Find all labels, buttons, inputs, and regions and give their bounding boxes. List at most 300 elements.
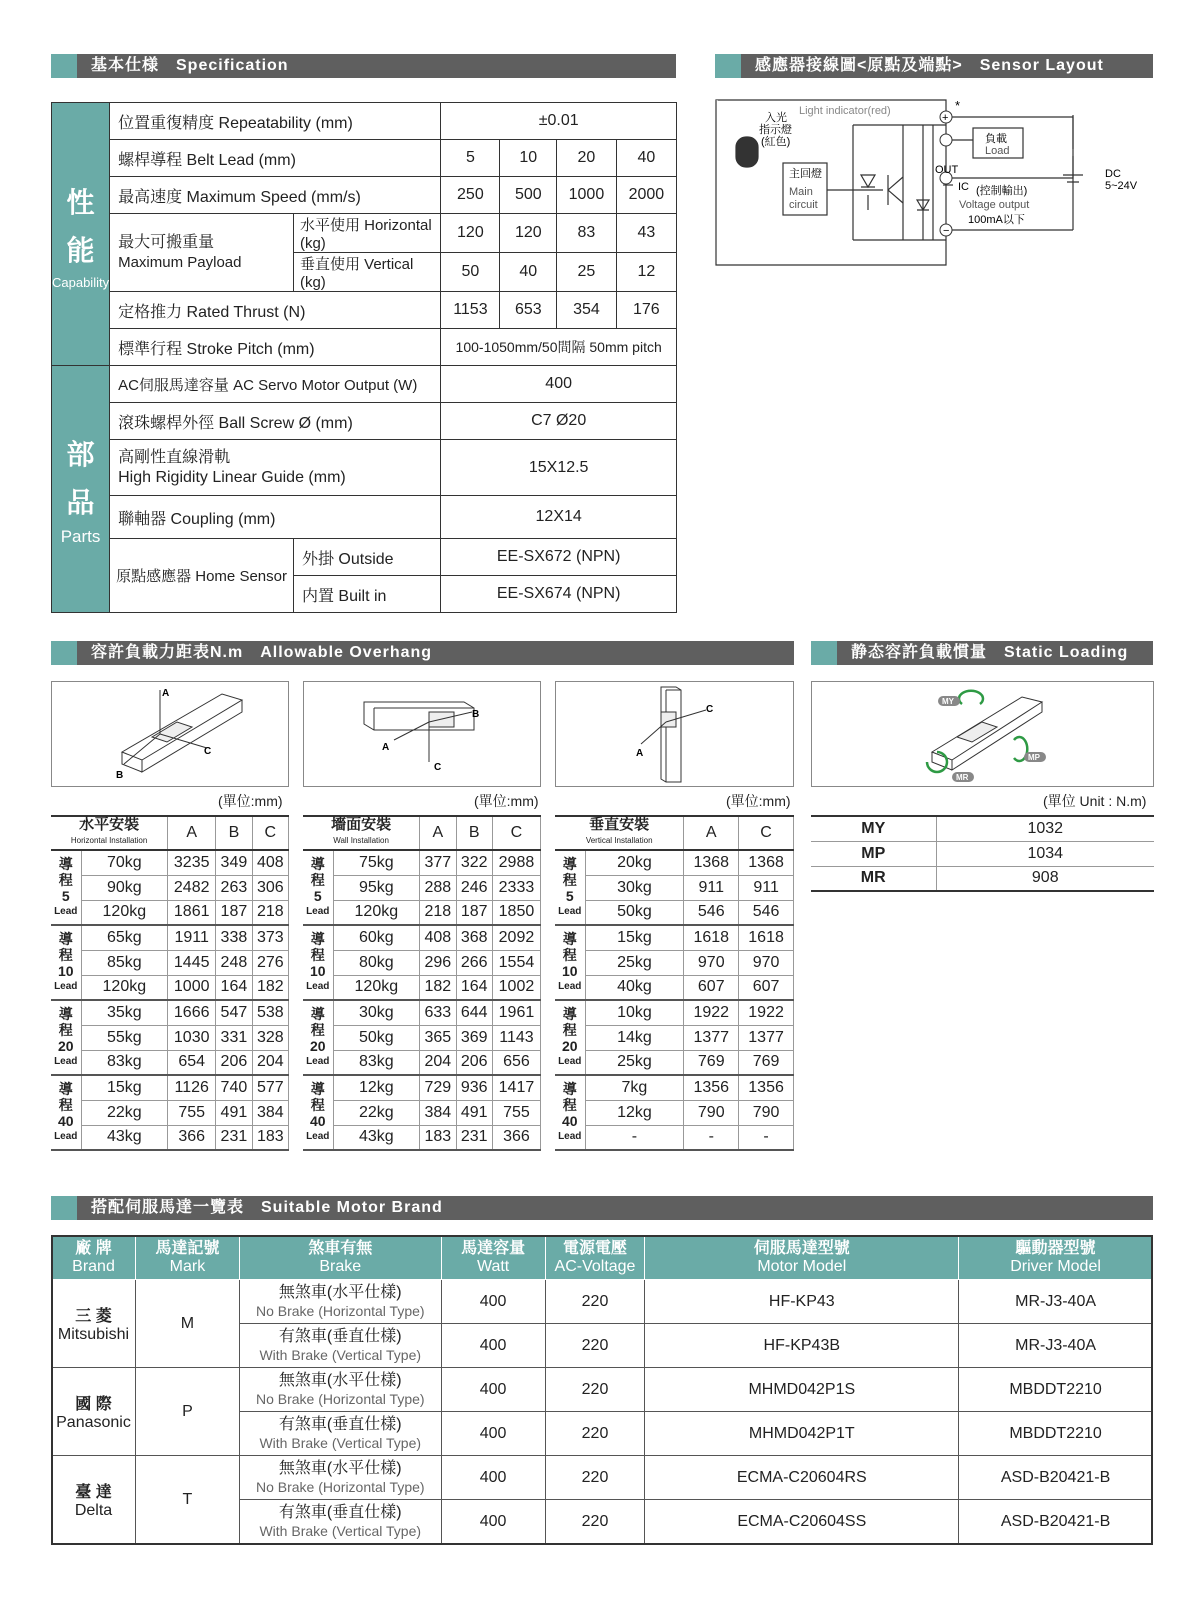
- mark-cell: T: [135, 1456, 239, 1544]
- lead-zh: 導 程: [310, 855, 325, 888]
- driver-model-cell: MR-J3-40A: [959, 1280, 1153, 1324]
- moment-value: 2988: [492, 850, 540, 875]
- lead-zh: 導 程: [562, 930, 577, 963]
- brake-cell: [239, 1324, 441, 1368]
- moment-value: 328: [252, 1025, 288, 1050]
- star-mark: *: [955, 98, 961, 113]
- install-title-zh: 水平安裝: [79, 816, 140, 833]
- lead-zh: 導 程: [562, 1005, 577, 1038]
- lead-cell: [303, 925, 333, 1000]
- out-label: OUT: [935, 164, 959, 176]
- brake-cell: [239, 1412, 441, 1456]
- moment-value: 182: [252, 975, 288, 1000]
- table-row: [555, 975, 794, 1000]
- lead-en: Lead: [54, 980, 78, 992]
- horizontal-value: 120: [441, 214, 500, 253]
- install-title: [555, 816, 684, 850]
- moment-value: 296: [420, 950, 456, 975]
- moment-value: 769: [684, 1050, 739, 1075]
- lead-en: Lead: [558, 980, 582, 992]
- lead-zh: 導 程: [58, 855, 73, 888]
- table-row: [303, 950, 541, 975]
- capability-en: Capability: [52, 274, 110, 290]
- table-row: [52, 1456, 1153, 1500]
- lead-en: Lead: [54, 1055, 78, 1067]
- lead-cell: [555, 1075, 585, 1150]
- load-weight: 10kg: [585, 1000, 684, 1025]
- moment-value: 1850: [492, 900, 540, 925]
- moment-value: 1666: [168, 1000, 216, 1025]
- lead-number: 10: [309, 962, 326, 979]
- table-row: [303, 975, 541, 1000]
- static-label: MP: [811, 841, 936, 866]
- table-row: [555, 1125, 794, 1150]
- motor-header: 搭配伺服馬達一覽表 Suitable Motor Brand: [51, 1196, 1153, 1220]
- load-weight: 120kg: [333, 975, 420, 1000]
- moment-value: 491: [216, 1100, 252, 1125]
- lead-number: 40: [561, 1112, 578, 1129]
- lead-number: 5: [565, 887, 574, 904]
- moment-value: 164: [216, 975, 252, 1000]
- thrust-value: 176: [616, 292, 676, 329]
- install-title-zh: 墻面安裝: [331, 816, 392, 833]
- lead-zh: 導 程: [310, 1005, 325, 1038]
- speed-value: 1000: [557, 177, 617, 214]
- load-weight: 55kg: [81, 1025, 168, 1050]
- brake-en: With Brake (Vertical Type): [259, 1434, 422, 1451]
- load-weight: 50kg: [585, 900, 684, 925]
- moment-value: 231: [216, 1125, 252, 1150]
- load-terminal-icon: [940, 134, 952, 146]
- column-header-zh: 電源電壓: [562, 1239, 627, 1257]
- speed-value: 250: [441, 177, 500, 214]
- table-header-row: [51, 816, 289, 850]
- table-row: [303, 1050, 541, 1075]
- load-weight: 70kg: [81, 850, 168, 875]
- moment-value: 204: [252, 1050, 288, 1075]
- moment-value: 790: [684, 1100, 739, 1125]
- moment-value: 607: [739, 975, 794, 1000]
- lead-zh: 導 程: [58, 1005, 73, 1038]
- indicator-en: Light indicator(red): [799, 105, 891, 117]
- brake-cell: [239, 1280, 441, 1324]
- column-header-en: Brand: [72, 1257, 115, 1275]
- brake-en: No Brake (Horizontal Type): [255, 1302, 425, 1319]
- load-weight: 20kg: [585, 850, 684, 875]
- load-weight: 95kg: [333, 875, 420, 900]
- load-weight: 12kg: [585, 1100, 684, 1125]
- brake-zh: 有煞車(垂直仕樣): [278, 1327, 402, 1345]
- table-row: [555, 900, 794, 925]
- lead-cell: [555, 1000, 585, 1075]
- column-header-zh: 伺服馬達型號: [753, 1239, 850, 1257]
- table-row: [51, 1125, 289, 1150]
- column-header-zh: 馬達記號: [155, 1239, 220, 1257]
- moment-value: 769: [739, 1050, 794, 1075]
- mark-cell: P: [135, 1368, 239, 1456]
- watt-cell: 400: [441, 1324, 545, 1368]
- motor-model-cell: HF-KP43: [645, 1280, 959, 1324]
- column-header: C: [252, 816, 288, 850]
- voltage-cell: 220: [545, 1456, 645, 1500]
- install-title-en: Horizontal Installation: [70, 836, 148, 845]
- table-row: [555, 925, 794, 950]
- motor-model-cell: MHMD042P1T: [645, 1412, 959, 1456]
- moment-value: 322: [456, 850, 492, 875]
- load-weight: 12kg: [333, 1075, 420, 1100]
- load-en: Load: [985, 145, 1010, 157]
- guide-label-zh: 高剛性直線滑軌: [118, 448, 231, 466]
- wall-diagram: [303, 681, 541, 787]
- watt-cell: 400: [441, 1500, 545, 1544]
- column-header-zh: 驅動器型號: [1015, 1239, 1096, 1257]
- table-row: [555, 950, 794, 975]
- guide-value: 15X12.5: [441, 440, 677, 496]
- install-title: [303, 816, 420, 850]
- moment-value: 248: [216, 950, 252, 975]
- moment-value: 331: [216, 1025, 252, 1050]
- voltage-output: Voltage output: [959, 199, 1030, 211]
- brake-zh: 無煞車(水平仕樣): [278, 1371, 402, 1389]
- load-weight: 30kg: [585, 875, 684, 900]
- column-header-zh: 廠 牌: [75, 1239, 112, 1257]
- horizontal-value: 120: [500, 214, 557, 253]
- table-row: [811, 866, 1154, 891]
- main-circuit-zh: 主回燈: [789, 168, 822, 180]
- column-header: [239, 1236, 441, 1280]
- payload-label: [110, 214, 294, 292]
- column-header-en: Brake: [319, 1257, 362, 1275]
- motor-output-label: AC伺服馬達容量 AC Servo Motor Output (W): [110, 366, 441, 403]
- brand-zh: 臺 達: [75, 1484, 112, 1501]
- moment-value: -: [739, 1125, 794, 1150]
- label-c: C: [204, 746, 212, 757]
- indicator-zh: 入光指示燈(紅色): [759, 112, 792, 148]
- speed-value: 2000: [616, 177, 676, 214]
- capability-side: [52, 103, 110, 366]
- moment-value: 1368: [739, 850, 794, 875]
- moment-value: 911: [739, 875, 794, 900]
- moment-value: 1554: [492, 950, 540, 975]
- driver-model-cell: ASD-B20421-B: [959, 1456, 1153, 1500]
- parts-zh-1: 部: [66, 439, 95, 470]
- load-weight: 14kg: [585, 1025, 684, 1050]
- moment-value: 1861: [168, 900, 216, 925]
- moment-value: 206: [456, 1050, 492, 1075]
- load-weight: 120kg: [333, 900, 420, 925]
- load-weight: 50kg: [333, 1025, 420, 1050]
- moment-value: 183: [252, 1125, 288, 1150]
- brake-zh: 無煞車(水平仕樣): [278, 1283, 402, 1301]
- moment-value: 384: [420, 1100, 456, 1125]
- voltage-cell: 220: [545, 1500, 645, 1544]
- moment-value: 288: [420, 875, 456, 900]
- column-header-zh: 馬達容量: [461, 1239, 526, 1257]
- main-circuit-en2: circuit: [789, 199, 818, 211]
- vertical-overhang-table: [555, 815, 794, 1151]
- lead-number: 5: [313, 887, 322, 904]
- moment-value: 790: [739, 1100, 794, 1125]
- belt-lead-value: 10: [500, 140, 557, 177]
- table-row: [555, 850, 794, 875]
- motor-table: [51, 1235, 1153, 1544]
- moment-value: 1356: [739, 1075, 794, 1100]
- moment-value: 1356: [684, 1075, 739, 1100]
- lead-en: Lead: [54, 905, 78, 917]
- moment-value: 1618: [684, 925, 739, 950]
- moment-value: 755: [492, 1100, 540, 1125]
- vertical-label: 垂直使用 Vertical (kg): [293, 253, 440, 292]
- belt-lead-label: 螺桿導程 Belt Lead (mm): [110, 140, 441, 177]
- moment-value: -: [684, 1125, 739, 1150]
- moment-value: 246: [456, 875, 492, 900]
- label-a: A: [636, 748, 644, 759]
- capability-zh-1: 性: [66, 186, 95, 218]
- coupling-value: 12X14: [441, 496, 677, 539]
- lead-en: Lead: [558, 905, 582, 917]
- stroke-value: 100-1050mm/50間隔 50mm pitch: [441, 329, 677, 366]
- moment-value: 755: [168, 1100, 216, 1125]
- builtin-label: 内置 Built in: [293, 576, 440, 613]
- load-weight: 43kg: [81, 1125, 168, 1150]
- lead-number: 40: [57, 1112, 74, 1129]
- moment-value: 1000: [168, 975, 216, 1000]
- moment-value: 1030: [168, 1025, 216, 1050]
- brake-zh: 無煞車(水平仕樣): [278, 1459, 402, 1477]
- sensor-diagram: [713, 95, 1153, 270]
- moment-value: 546: [739, 900, 794, 925]
- outside-value: EE-SX672 (NPN): [441, 539, 677, 576]
- moment-value: 729: [420, 1075, 456, 1100]
- load-weight: 22kg: [333, 1100, 420, 1125]
- static-header: 静态容許負載慣量 Static Loading: [811, 641, 1153, 665]
- table-row: [51, 875, 289, 900]
- vertical-diagram: [555, 681, 794, 787]
- watt-cell: 400: [441, 1368, 545, 1412]
- brake-cell: [239, 1500, 441, 1544]
- outside-label: 外掛 Outside: [293, 539, 440, 576]
- brand-cell: [52, 1456, 136, 1544]
- load-zh: 負載: [985, 133, 1007, 145]
- static-diagram: [811, 681, 1154, 787]
- lead-zh: 導 程: [58, 1080, 73, 1113]
- load-weight: 75kg: [333, 850, 420, 875]
- belt-lead-value: 20: [557, 140, 617, 177]
- load-weight: 90kg: [81, 875, 168, 900]
- moment-value: 1911: [168, 925, 216, 950]
- horizontal-overhang-table: [51, 815, 289, 1151]
- table-row: [303, 1100, 541, 1125]
- column-header-en: Watt: [476, 1257, 510, 1275]
- voltage-cell: 220: [545, 1324, 645, 1368]
- lead-zh: 導 程: [310, 930, 325, 963]
- table-row: [303, 1075, 541, 1100]
- voltage-cell: 220: [545, 1368, 645, 1412]
- moment-value: 656: [492, 1050, 540, 1075]
- column-header: A: [168, 816, 216, 850]
- unit-nm: (單位 Unit : N.m): [1043, 793, 1147, 809]
- column-header: A: [684, 816, 739, 850]
- ic-label: IC: [958, 181, 969, 193]
- load-weight: 120kg: [81, 900, 168, 925]
- brake-cell: [239, 1456, 441, 1500]
- moment-value: 206: [216, 1050, 252, 1075]
- lead-zh: 導 程: [310, 1080, 325, 1113]
- thrust-value: 354: [557, 292, 617, 329]
- table-row: [555, 1000, 794, 1025]
- column-header: B: [456, 816, 492, 850]
- lead-cell: [555, 925, 585, 1000]
- label-mp: MP: [1028, 753, 1040, 762]
- transistor-icon: [888, 175, 903, 205]
- lead-cell: [303, 1075, 333, 1150]
- load-weight: 80kg: [333, 950, 420, 975]
- column-header: C: [492, 816, 540, 850]
- column-header-en: Driver Model: [1010, 1257, 1101, 1275]
- moment-value: 164: [456, 975, 492, 1000]
- wall-overhang-table: [303, 815, 541, 1151]
- column-header: C: [739, 816, 794, 850]
- moment-value: 1417: [492, 1075, 540, 1100]
- table-row: [811, 816, 1154, 841]
- column-header: [441, 1236, 545, 1280]
- moment-value: 936: [456, 1075, 492, 1100]
- column-header: [645, 1236, 959, 1280]
- brand-en: Mitsubishi: [57, 1326, 130, 1343]
- indicator-led-icon: [736, 137, 758, 167]
- moment-value: 366: [168, 1125, 216, 1150]
- install-title-en: Wall Installation: [333, 836, 389, 845]
- column-header-en: Motor Model: [757, 1257, 847, 1275]
- load-weight: 60kg: [333, 925, 420, 950]
- load-weight: 7kg: [585, 1075, 684, 1100]
- thrust-value: 1153: [441, 292, 500, 329]
- column-header: [52, 1236, 136, 1280]
- moment-value: 365: [420, 1025, 456, 1050]
- load-weight: 25kg: [585, 950, 684, 975]
- moment-value: 644: [456, 1000, 492, 1025]
- diode-icon: [861, 175, 875, 187]
- moment-value: 349: [216, 850, 252, 875]
- moment-value: 218: [252, 900, 288, 925]
- brand-cell: [52, 1368, 136, 1456]
- moment-value: 366: [492, 1125, 540, 1150]
- lead-en: Lead: [54, 1130, 78, 1142]
- moment-value: 1126: [168, 1075, 216, 1100]
- moment-value: 654: [168, 1050, 216, 1075]
- table-header-row: [303, 816, 541, 850]
- table-row: [51, 1000, 289, 1025]
- horizontal-diagram: [51, 681, 289, 787]
- label-b: B: [116, 770, 124, 781]
- voltage-cell: 220: [545, 1412, 645, 1456]
- table-row: [52, 1280, 1153, 1324]
- table-row: [303, 1025, 541, 1050]
- lead-cell: [51, 1075, 81, 1150]
- brake-en: No Brake (Horizontal Type): [255, 1478, 425, 1495]
- moment-value: 276: [252, 950, 288, 975]
- belt-lead-value: 5: [441, 140, 500, 177]
- label-mr: MR: [956, 773, 969, 782]
- moment-value: 970: [684, 950, 739, 975]
- static-label: MR: [811, 866, 936, 891]
- moment-value: 546: [684, 900, 739, 925]
- moment-value: 1368: [684, 850, 739, 875]
- voltage-cell: 220: [545, 1280, 645, 1324]
- column-header: B: [216, 816, 252, 850]
- watt-cell: 400: [441, 1280, 545, 1324]
- moment-value: 491: [456, 1100, 492, 1125]
- moment-value: 182: [420, 975, 456, 1000]
- brand-zh: 三 菱: [75, 1308, 112, 1325]
- parts-zh-2: 品: [66, 487, 95, 518]
- moment-value: 911: [684, 875, 739, 900]
- parts-side: [52, 366, 110, 613]
- moment-value: 368: [456, 925, 492, 950]
- brand-zh: 國 際: [75, 1396, 112, 1413]
- watt-cell: 400: [441, 1456, 545, 1500]
- brake-en: With Brake (Vertical Type): [259, 1522, 422, 1539]
- motor-output-value: 400: [441, 366, 677, 403]
- lead-number: 5: [61, 887, 70, 904]
- load-weight: 22kg: [81, 1100, 168, 1125]
- sensor-header: 感應器接線圖<原點及端點> Sensor Layout: [715, 54, 1153, 78]
- column-header: [545, 1236, 645, 1280]
- moment-value: 373: [252, 925, 288, 950]
- speed-label: 最高速度 Maximum Speed (mm/s): [110, 177, 441, 214]
- home-sensor-label: 原點感應器 Home Sensor: [110, 539, 294, 613]
- moment-value: 187: [456, 900, 492, 925]
- load-weight: 83kg: [333, 1050, 420, 1075]
- moment-value: 369: [456, 1025, 492, 1050]
- moment-value: 1618: [739, 925, 794, 950]
- driver-model-cell: ASD-B20421-B: [959, 1500, 1153, 1544]
- main-circuit-en1: Main: [789, 186, 813, 198]
- label-c: C: [434, 762, 442, 773]
- table-row: [303, 925, 541, 950]
- moment-value: 2482: [168, 875, 216, 900]
- table-row: [52, 1368, 1153, 1412]
- thrust-label: 定格推力 Rated Thrust (N): [110, 292, 441, 329]
- moment-value: 740: [216, 1075, 252, 1100]
- moment-value: 263: [216, 875, 252, 900]
- payload-label-zh: 最大可搬重量: [118, 233, 215, 251]
- moment-value: 538: [252, 1000, 288, 1025]
- dc-source-icon: [1063, 115, 1083, 230]
- lead-number: 20: [57, 1037, 74, 1054]
- brake-cell: [239, 1368, 441, 1412]
- table-row: [555, 1025, 794, 1050]
- ic-zh: (控制輸出): [976, 185, 1028, 197]
- moment-value: 338: [216, 925, 252, 950]
- table-row: [555, 1075, 794, 1100]
- table-row: [51, 1025, 289, 1050]
- label-a: A: [382, 742, 390, 753]
- thrust-value: 653: [500, 292, 557, 329]
- install-title-zh: 垂直安裝: [589, 816, 650, 833]
- belt-lead-value: 40: [616, 140, 676, 177]
- unit-mm-1: (單位:mm): [218, 793, 283, 809]
- motor-model-cell: MHMD042P1S: [645, 1368, 959, 1412]
- overhang-header: 容許負載力距表N.m Allowable Overhang: [51, 641, 794, 665]
- moment-value: 1961: [492, 1000, 540, 1025]
- lead-en: Lead: [306, 905, 330, 917]
- moment-value: 218: [420, 900, 456, 925]
- load-weight: 25kg: [585, 1050, 684, 1075]
- column-header: A: [420, 816, 456, 850]
- lead-number: 20: [561, 1037, 578, 1054]
- table-row: [51, 1100, 289, 1125]
